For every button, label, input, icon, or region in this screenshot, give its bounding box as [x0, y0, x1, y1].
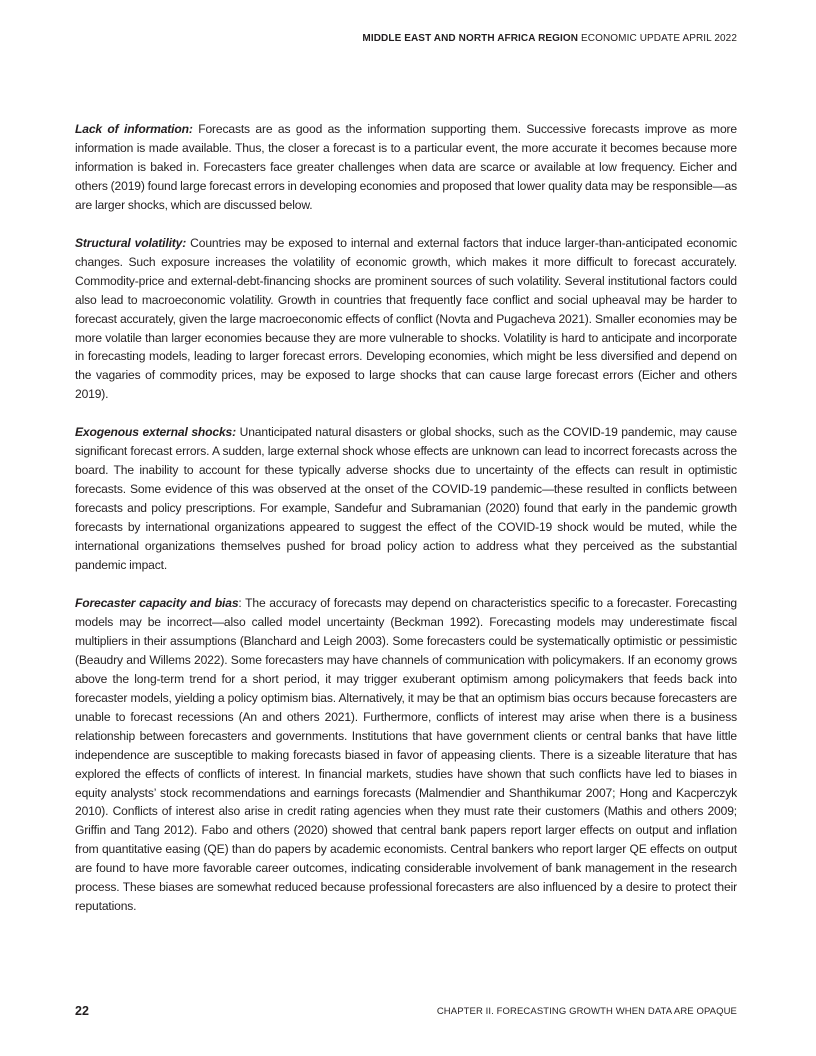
body-text	[75, 120, 737, 935]
paragraph-exogenous-external-shocks	[75, 423, 737, 575]
paragraph-text: Unanticipated natural disasters or global shocks, such as the COVID-19 pandemic, may cause significant forecast errors. A sudden, large external shock whose effects are unknown can lead to incorrect forecasts across the board. The inability to account for these typically adverse shocks due to uncertainty of the effects can result in optimistic forecasts. Some evidence of this was observed at the onset of the COVID-19 pandemic—these resulted in conflicts between forecasts and policy prescriptions. For example, Sandefur and Subramanian (2020) found that early in the pandemic growth forecasts by international organizations appeared to suggest the effect of the COVID-19 shock would be muted, while the international organizations themselves pushed for broad policy action to address what they perceived as the substantial pandemic impact.	[75, 425, 737, 573]
running-header	[362, 33, 737, 44]
paragraph-text: Forecasts are as good as the information supporting them. Successive forecasts improve as more information is made available. Thus, the closer a forecast is to a particular event, the more accurate it becomes because more information is baked in. Forecasters face greater challenges when data are scarce or available at low frequency. Eicher and others (2019) found large forecast errors in developing economies and proposed that lower quality data may be responsible—as are larger shocks, which are discussed below.	[75, 122, 738, 212]
header-subtitle: ECONOMIC UPDATE APRIL 2022	[581, 33, 737, 44]
paragraph-structural-volatility	[75, 234, 737, 405]
chapter-footer: CHAPTER II. FORECASTING GROWTH WHEN DATA ARE OPAQUE	[436, 1006, 737, 1017]
paragraph-text: Countries may be exposed to internal and external factors that induce larger-than-anticipated economic changes. Such exposure increases the volatility of economic growth, which makes it more difficult to forecast accurately. Commodity-price and external-debt-financing shocks are prominent sources of such volatility. Several institutional factors could also lead to macroeconomic volatility. Growth in countries that frequently face conflict and social upheaval may be harder to forecast accurately, given the large macroeconomic effects of conflict (Novta and Pugacheva 2021). Smaller economies may be more volatile than larger economies because they are more vulnerable to shocks. Volatility is hard to anticipate and incorporate in forecasting models, leading to larger forecast errors. Developing economies, which might be less diversified and depend on the vagaries of commodity prices, may be exposed to large shocks that can cause large forecast errors (Eicher and others 2019).	[75, 235, 738, 402]
paragraph-lead: Lack of information:	[75, 122, 193, 136]
paragraph-lead: Exogenous external shocks:	[75, 425, 236, 440]
paragraph-text: : The accuracy of forecasts may depend on characteristics specific to a forecaster. Forecasting models may be incorrect—also called model uncertainty (Beckman 1992). Forecasting models may underestimate fiscal multipliers in their assumptions (Blanchard and Leigh 2003). Some forecasters could be systematically optimistic or pessimistic (Beaudry and Willems 2022). Some forecasters may have channels of communication with policymakers. If an economy grows above the long-term trend for a short period, it may trigger exuberant optimism among policymakers that feeds back into forecaster models, yielding a policy optimism bias. Alternatively, it may be that an optimism bias occurs because forecasters are unable to forecast recessions (An and others 2021). Furthermore, conflicts of interest may arise when there is a business relationship between forecasters and governments. Institutions that have government clients or central banks that have little independence are susceptible to making forecasts biased in favor of appeasing clients. There is a sizeable literature that has explored the effects of conflicts of interest. In financial markets, studies have shown that such conflicts have led to biases in equity analysts’ stock recommendations and earnings forecasts (Malmendier and Shanthikumar 2007; Hong and Kacperczyk 2010). Conflicts of interest also arise in credit rating agencies when they must rate their customers (Mathis and others 2009; Griffin and Tang 2012). Fabo and others (2020) showed that central bank papers report larger effects on output and inflation from quantitative easing (QE) than do papers by academic economists. Central bankers who report larger QE effects on output are found to have more favorable career outcomes, indicating considerable involvement of bank management in the research process. These biases are somewhat reduced because professional forecasters are also influenced by a desire to protect their reputations.	[75, 595, 737, 914]
paragraph-lead: Structural volatility:	[75, 235, 187, 250]
page-number: 22	[75, 1004, 89, 1018]
paragraph-lack-of-information	[75, 120, 737, 215]
header-region: MIDDLE EAST AND NORTH AFRICA REGION	[362, 33, 579, 44]
paragraph-lead: Forecaster capacity and bias	[75, 595, 239, 610]
paragraph-forecaster-capacity-and-bias	[75, 594, 737, 916]
